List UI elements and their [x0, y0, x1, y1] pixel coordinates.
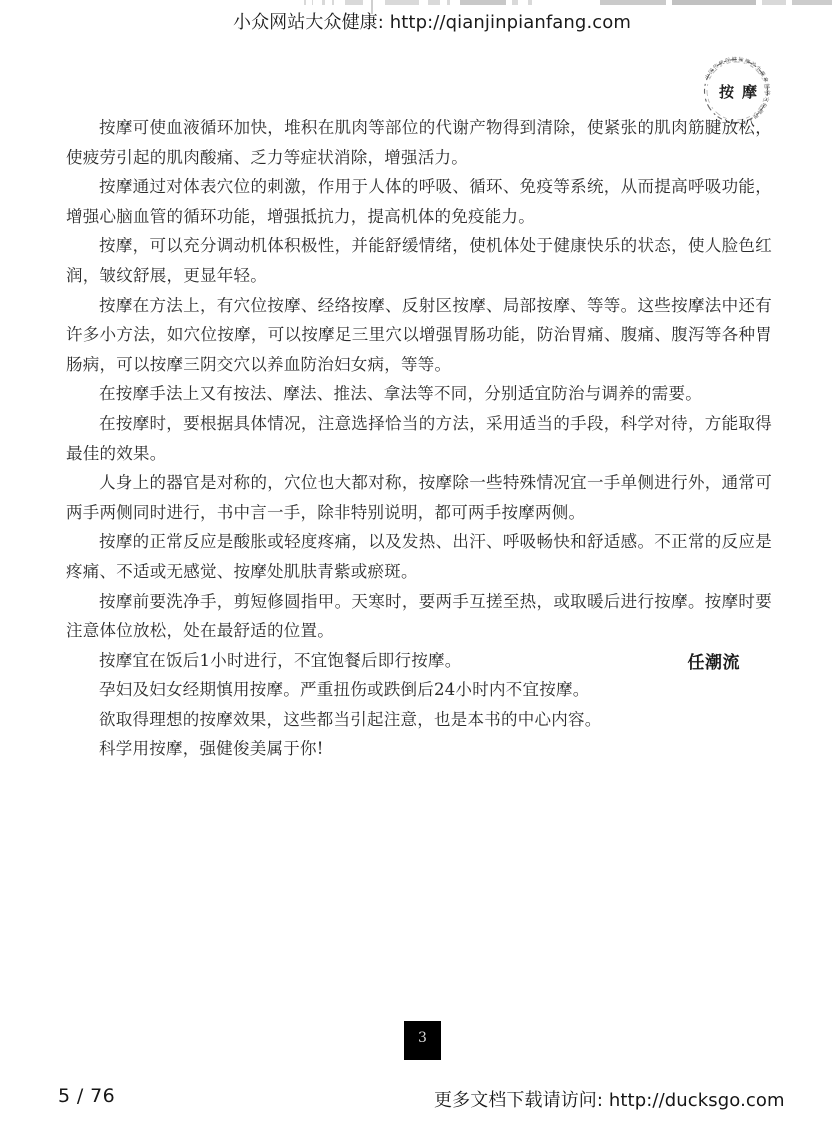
paragraph: 按摩，可以充分调动机体积极性，并能舒缓情绪，使机体处于健康快乐的状态，使人脸色红润，皱纹舒展，更显年轻。 — [66, 236, 772, 285]
scan-speckle — [672, 0, 756, 5]
scan-speckle — [600, 0, 666, 5]
paragraph: 在按摩时，要根据具体情况，注意选择恰当的方法，采用适当的手段，科学对待，方能取得最佳的效果。 — [66, 413, 772, 463]
paragraph: 人身上的器官是对称的，穴位也大都对称，按摩除一些特殊情况宜一手单侧进行外，通常可两手两侧同时进行，书中言一手，除非特别说明，都可两手按摩两侧。 — [66, 473, 772, 522]
paragraph: 按摩通过对体表穴位的刺激，作用于人体的呼吸、循环、免疫等系统，从而提高呼吸功能，增强心脑血管的循环功能，增强抵抗力，提高机体的免疫能力。 — [66, 177, 772, 226]
scan-speckle — [428, 0, 440, 5]
scan-speckle — [792, 0, 832, 5]
scan-speckle — [762, 0, 786, 5]
scan-speckle — [528, 0, 532, 5]
svg-text:摩: 摩 — [742, 83, 758, 101]
header-watermark-url: 小众网站大众健康: http://qianjinpianfang.com — [232, 12, 632, 33]
paragraph: 孕妇及妇女经期慎用按摩。严重扭伤或跌倒后24小时内不宜按摩。 — [99, 680, 590, 700]
printed-page-number-block — [404, 1021, 441, 1060]
paragraph: 按摩可使血液循环加快，堆积在肌肉等部位的代谢产物得到清除，使紧张的肌肉筋腱放松，使疲劳引起的肌肉酸痛、乏力等症状消除，增强活力。 — [66, 118, 772, 167]
printed-page-number: 3 — [418, 1030, 427, 1046]
author-signature: 任潮流 — [687, 653, 740, 673]
scan-speckle — [345, 0, 363, 5]
paragraph: 按摩在方法上，有穴位按摩、经络按摩、反射区按摩、局部按摩、等等。这些按摩法中还有许多小方法，如穴位按摩，可以按摩足三里穴以增强胃肠功能，防治胃痛、腹痛、腹泻等各种胃肠病，可以按摩三阴交穴以养血防治妇女病，等等。 — [66, 295, 772, 374]
scan-speckle — [385, 0, 419, 5]
stamp-center-label: 按 — [719, 83, 735, 101]
paragraph: 科学用按摩，强健俊美属于你! — [99, 739, 324, 759]
scan-speckle — [312, 0, 313, 5]
paragraph: 按摩宜在饭后1小时进行，不宜饱餐后即行按摩。 — [99, 650, 462, 670]
scan-speckle — [447, 0, 450, 5]
paragraph: 按摩的正常反应是酸胀或轻度疼痛，以及发热、出汗、呼吸畅快和舒适感。不正常的反应是疼痛、不适或无感觉、按摩处肌肤青紫或瘀斑。 — [66, 532, 772, 581]
page-indicator: 5 / 76 — [58, 1085, 116, 1107]
paragraph: 欲取得理想的按摩效果，这些都当引起注意，也是本书的中心内容。 — [99, 709, 602, 729]
scan-speckle — [512, 0, 518, 5]
svg-text:中国传统保健按摩养生推拿经络穴位调理: 中国传统保健按摩养生推拿经络穴位调理 — [704, 56, 771, 120]
scan-speckle — [460, 0, 506, 5]
paragraph: 按摩前要洗净手，剪短修圆指甲。天寒时，要两手互搓至热，或取暖后进行按摩。按摩时要注意体位放松，处在最舒适的位置。 — [66, 591, 772, 641]
scan-speckle — [304, 0, 306, 5]
paragraph: 在按摩手法上又有按法、摩法、推法、拿法等不同，分别适宜防治与调养的需要。 — [99, 384, 702, 404]
scan-speckle — [322, 0, 325, 5]
scan-speckle — [332, 0, 334, 5]
download-notice: 更多文档下载请访问: http://ducksgo.com — [434, 1090, 785, 1111]
